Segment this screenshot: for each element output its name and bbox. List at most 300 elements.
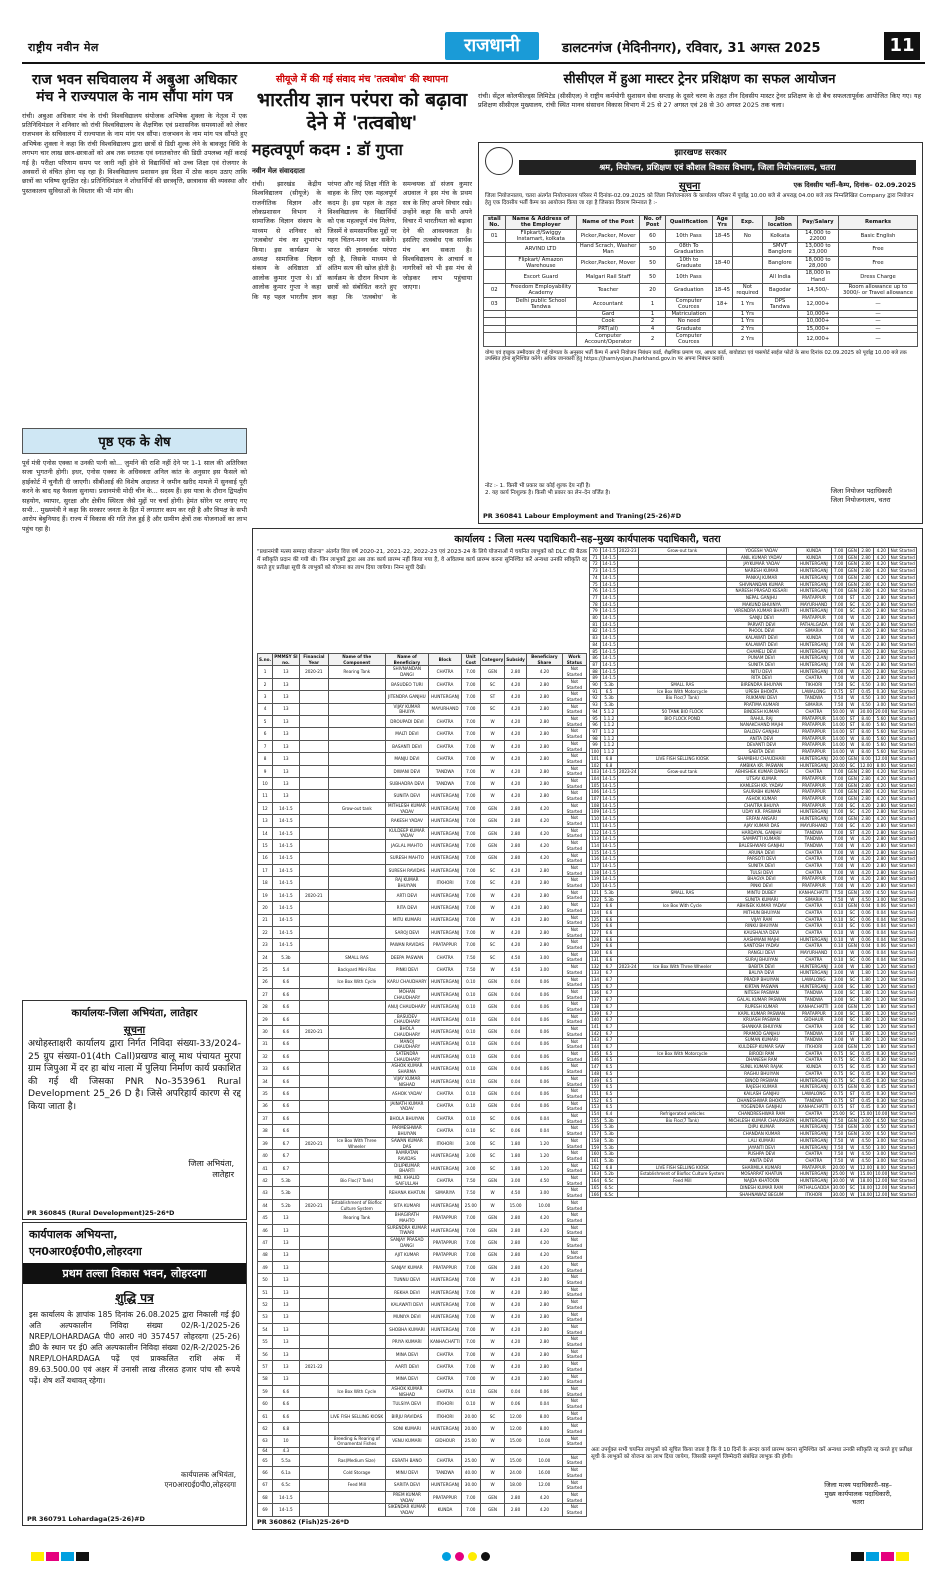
table-cell (638, 554, 726, 561)
table-cell: 4.20 (858, 655, 873, 662)
table-row (258, 889, 587, 901)
table-cell: 35 (258, 1088, 273, 1100)
table-cell: 13 (273, 753, 300, 765)
table-cell: 5.3b (601, 1137, 618, 1144)
table-row (590, 997, 917, 1004)
table-cell: SHIVNANDAN DANGI (385, 666, 429, 678)
table-cell: Not Started (890, 1111, 915, 1117)
table-cell (617, 1164, 638, 1171)
table-cell: 0.45 (858, 1097, 873, 1104)
table-cell: TULSIYA DEVI (385, 1398, 429, 1410)
table-cell: DPS Tandwa (763, 297, 798, 311)
table-cell: Ice Box With Cycle (638, 903, 726, 910)
table-cell: 14-1.5 (602, 856, 616, 862)
table-cell: HUNTERGANJ (429, 1150, 462, 1162)
table-cell (299, 1336, 328, 1348)
table-cell (299, 1286, 328, 1298)
table-cell (638, 1144, 726, 1151)
table-cell (617, 1064, 638, 1071)
table-cell: 4.20 (858, 675, 873, 682)
table-cell: 0.06 (858, 923, 873, 930)
table-cell: Flipkart/Swiggy Instamart, kolkata (505, 229, 576, 243)
table-cell: 7.00 (831, 856, 846, 863)
table-cell: 0.06 (858, 930, 873, 937)
table-cell: 1.1.2 (601, 715, 618, 722)
table-row (258, 1323, 587, 1335)
table-cell: GEN (480, 1063, 504, 1075)
table-cell: SARITA DEVI (385, 1479, 429, 1491)
table-cell: UPESH BHOKTA (727, 688, 797, 695)
table-cell (505, 333, 576, 347)
table-cell: 2.80 (874, 655, 889, 662)
table-cell: SURESH MAHTO (385, 852, 429, 864)
table-cell: HUNTERGANJ (797, 608, 832, 615)
table-cell: MAYURHAND (797, 950, 832, 957)
table-cell: 4.20 (874, 769, 889, 776)
table-cell: 2.80 (526, 753, 562, 765)
table-cell: CHATRA (429, 753, 462, 765)
table-cell: 14-1.5 (602, 641, 616, 647)
table-cell: 13 (273, 778, 300, 790)
table-row (258, 1199, 587, 1211)
table-cell: 5.3b (601, 1131, 618, 1138)
table-cell: W (846, 842, 858, 849)
table-cell: SC (846, 1070, 858, 1077)
table-cell: Gard (576, 311, 639, 318)
table-cell: W (480, 1423, 504, 1435)
table-cell: 4.20 (505, 740, 527, 752)
table-cell: 6.6 (601, 936, 618, 943)
table-cell: 1.80 (858, 977, 873, 984)
table-cell: MAKUND BHUINYA (727, 601, 797, 608)
table-cell: W (846, 1151, 858, 1158)
table-cell: 125 (591, 916, 600, 922)
table-cell: 14-1.5 (602, 809, 616, 815)
table-cell: 122 (591, 896, 600, 902)
table-cell (638, 775, 726, 782)
table-cell: 8.40 (858, 715, 873, 722)
table-cell: Not Started (890, 1003, 915, 1009)
table-cell: 5.4 (273, 964, 300, 976)
table-cell (299, 1323, 328, 1335)
table-cell (299, 1398, 328, 1410)
table-cell: 6.6 (601, 909, 618, 916)
table-cell: 3.00 (831, 970, 846, 977)
table-cell: GEN (847, 1084, 857, 1090)
table-cell: 14-1.5 (273, 889, 300, 901)
table-cell: SUNITA DEVI (727, 661, 797, 668)
table-cell: 0.75 (831, 1084, 846, 1091)
table-cell: BALIYA DEVI (727, 970, 797, 977)
table-cell: 0.10 (831, 950, 846, 957)
table-cell (328, 815, 385, 827)
table-cell: Not Started (890, 1017, 915, 1023)
table-cell (617, 594, 638, 601)
table-cell: 73 (590, 568, 601, 575)
notice-office: कार्यालय : जिला मत्स्य पदाधिकारी–सह–मुख्य कार्यपालक पदाधिकारी, चतरा (454, 534, 721, 545)
table-cell: 4.20 (505, 765, 527, 777)
table-cell: 128 (591, 936, 600, 942)
table-cell: TANDWA (797, 695, 832, 702)
table-cell: 0.04 (505, 1100, 527, 1112)
table-cell: 77 (590, 594, 601, 601)
table-cell: HUNTERGANJ (797, 1117, 832, 1124)
table-row (258, 1286, 587, 1298)
table-cell (638, 869, 726, 876)
table-cell: Picker,Packer, Mover (576, 229, 639, 243)
table-cell: 13 (273, 765, 300, 777)
table-cell: 7.00 (831, 816, 846, 823)
table-cell: 113 (591, 836, 600, 842)
table-cell: GEN (847, 588, 857, 594)
table-cell: BINOD PASWAN (727, 1077, 797, 1084)
table-cell: 21 (258, 914, 273, 926)
notice-latehar (22, 1000, 247, 1220)
table-cell: 0.06 (505, 1125, 527, 1137)
table-cell: 0.10 (461, 1100, 480, 1112)
table-cell: 1.20 (858, 1003, 873, 1010)
table-cell: PRATAPPUR (797, 1164, 832, 1171)
table-cell: 7.00 (461, 1336, 480, 1348)
table-cell: 0.06 (505, 1113, 527, 1125)
table-cell (712, 270, 732, 284)
table-cell: 10th Pass (665, 229, 712, 243)
table-cell: SMVT Banglore (763, 243, 798, 257)
table-cell: 2.80 (526, 926, 562, 938)
table-cell: 1.80 (858, 1017, 873, 1024)
table-cell: KALAWATI DEVI (727, 641, 797, 648)
table-cell (328, 790, 385, 802)
table-cell: HUNTERGANJ (429, 790, 462, 802)
table-cell: CHATRA (797, 916, 832, 923)
table-cell: SIMARIA (797, 896, 832, 903)
table-row (258, 988, 587, 1000)
reg-dot-black (481, 1552, 490, 1561)
table-cell (299, 1088, 328, 1100)
table-cell: 3.00 (874, 1157, 889, 1164)
table-cell: 2.80 (858, 775, 873, 782)
table-cell: CHATRA (797, 943, 832, 950)
table-cell: 0.10 (461, 1125, 480, 1137)
table-cell (328, 765, 385, 777)
table-cell: 0.04 (505, 1026, 527, 1038)
table-row (590, 1131, 917, 1138)
table-cell: 7.50 (831, 695, 846, 702)
table-cell: Not Started (890, 775, 915, 781)
table-row (258, 1237, 587, 1249)
table-cell: Not Started (890, 903, 915, 909)
table-cell: 20.00 (461, 1410, 480, 1422)
table-cell: SC (480, 1137, 504, 1149)
table-cell: W (480, 1373, 504, 1385)
table-row (258, 1261, 587, 1273)
table-cell: VIJAY KUMAR NISHAD (385, 1075, 429, 1087)
table-cell: 123 (591, 903, 600, 909)
table-cell (638, 802, 726, 809)
table-cell: 4.20 (858, 876, 873, 883)
table-cell: 13 (273, 1323, 300, 1335)
table-cell (617, 816, 638, 823)
table-row (590, 715, 917, 722)
table-cell (638, 621, 726, 628)
table-row (590, 836, 917, 843)
table-cell (763, 325, 798, 332)
table-cell: Not Started (562, 1361, 586, 1373)
table-cell: 68 (258, 1491, 273, 1503)
table-cell: 0.30 (874, 1057, 889, 1064)
table-cell: 58 (258, 1373, 273, 1385)
table-row (590, 655, 917, 662)
table-cell: ST (846, 722, 858, 729)
table-cell: W (480, 964, 504, 976)
table-cell: 7.00 (831, 655, 846, 662)
notice-pr: PR 360791 Lohardaga(25-26)#D (27, 1515, 145, 1523)
table-cell: Bagodar (763, 283, 798, 297)
table-cell: 45 (258, 1212, 273, 1224)
table-cell: SMALL RAS (328, 951, 385, 963)
table-cell: VENU KUMARI (385, 1435, 429, 1447)
table-cell: SMALL RAS (638, 889, 726, 896)
table-cell: 146 (591, 1057, 600, 1063)
table-cell: W (480, 716, 504, 728)
table-cell: 2.80 (505, 1212, 527, 1224)
table-cell (617, 782, 638, 789)
table-cell: Not Started (562, 988, 586, 1000)
table-cell: 7.50 (461, 1175, 480, 1187)
table-cell: W (480, 765, 504, 777)
table-cell: SURENDRA KUMAR TIWARI (387, 1224, 427, 1236)
table-cell: Computer Account/Operator (576, 333, 639, 347)
table-cell: HUNTERGANJ (429, 889, 462, 901)
table-cell: 4.50 (874, 1124, 889, 1131)
table-cell: 51 (258, 1286, 273, 1298)
table-cell: 2.80 (526, 889, 562, 901)
table-cell: TULSI DEVI (727, 869, 797, 876)
table-cell: 2.80 (874, 641, 889, 648)
table-cell: ARTI DEVI (385, 889, 429, 901)
table-cell: W (846, 742, 858, 749)
table-cell: 13 (273, 1361, 300, 1373)
table-cell: Not Started (890, 1050, 915, 1056)
table-cell: ST (846, 1090, 858, 1097)
table-cell: 13 (273, 1311, 300, 1323)
table-cell: Bio Floc(7 Tank) (638, 1117, 726, 1124)
table-cell: 5.3b (601, 896, 618, 903)
table-cell: PRATAPPUR (797, 789, 832, 796)
table-cell: Grow-out tank (638, 548, 726, 555)
table-cell (617, 903, 638, 910)
table-cell: ABHISHEK KUMAR DANGI (727, 769, 797, 776)
table-cell: HUNTERGANJ (429, 1224, 462, 1236)
notice-line3: प्रथम तल्ला विकास भवन, लोहरदगा (23, 1263, 246, 1284)
table-cell: PUSHPA DEVI (727, 1151, 797, 1158)
table-cell: 6.7 (601, 977, 618, 984)
table-cell: Not Started (890, 655, 915, 661)
table-cell: 6.7 (601, 970, 618, 977)
table-cell (505, 311, 576, 318)
table-cell: GEN (847, 789, 857, 795)
table-cell: 6.8 (601, 762, 618, 769)
table-row (258, 815, 587, 827)
table-cell: W (846, 702, 858, 709)
table-row (590, 1037, 917, 1044)
table-cell: 48 (258, 1249, 273, 1261)
table-cell: 0.06 (526, 1051, 562, 1063)
table-cell: MAYURHAND (429, 703, 462, 715)
table-cell (328, 703, 385, 715)
table-cell: 6.8 (601, 755, 618, 762)
table-cell: RAKESH YADAV (385, 815, 429, 827)
table-cell (617, 762, 638, 769)
table-cell: 2.80 (874, 849, 889, 856)
table-header-cell: Job location (763, 216, 798, 230)
table-cell: Not Started (890, 876, 915, 882)
table-cell: CHATRA (429, 728, 462, 740)
table-cell: Not Started (890, 822, 915, 828)
table-cell: 0.75 (831, 1050, 846, 1057)
table-cell: 34 (258, 1075, 273, 1087)
table-cell: 30.00 (860, 708, 873, 714)
table-cell: 7.00 (461, 840, 480, 852)
table-cell: 14-1.5 (602, 554, 616, 560)
table-cell: HUNTERGANJ (429, 852, 462, 864)
table-cell: 14-1.5 (602, 829, 616, 835)
table-cell: 0.45 (858, 1070, 873, 1077)
table-row (590, 889, 917, 896)
table-row (258, 1125, 587, 1137)
table-cell: 2 Yrs (732, 325, 762, 332)
table-cell: 6.6 (273, 1001, 300, 1013)
table-cell: 30.00 (832, 1184, 845, 1190)
table-cell: Not Started (890, 1171, 915, 1177)
table-cell (617, 796, 638, 803)
table-cell: W (480, 790, 504, 802)
table-cell (299, 1175, 328, 1187)
table-cell: 18-40 (712, 256, 732, 270)
table-cell: 2.80 (526, 864, 562, 876)
table-row (590, 789, 917, 796)
table-header-cell: No. of Post (640, 216, 666, 230)
table-cell: W (846, 695, 858, 702)
table-cell: 7.00 (461, 691, 480, 703)
table-cell (638, 863, 726, 870)
table-cell: 44 (258, 1199, 273, 1211)
table-cell: RUKMANI DEVI (727, 695, 797, 702)
table-cell: 7.00 (831, 842, 846, 849)
table-cell: 7.00 (461, 815, 480, 827)
table-row (258, 1361, 587, 1373)
table-cell: ITKHORI (429, 1398, 462, 1410)
table-cell: 0.45 (858, 1064, 873, 1071)
table-cell: W (846, 749, 858, 756)
table-cell (617, 842, 638, 849)
table-cell: W (846, 1164, 858, 1171)
table-cell: 154 (591, 1111, 600, 1117)
table-cell: HUNTERGANJ (797, 1178, 832, 1185)
table-cell: W (846, 1157, 858, 1164)
table-cell: 0.10 (831, 930, 846, 937)
table-cell: 4.20 (526, 852, 562, 864)
table-cell (328, 728, 385, 740)
fish-table-right-wrap (589, 547, 917, 1443)
table-cell: HUNTERGANJ (797, 1131, 832, 1138)
table-cell: 2.80 (858, 581, 873, 588)
table-cell: 2.80 (874, 856, 889, 863)
table-cell: 79 (590, 608, 601, 615)
table-cell: 6.7 (273, 1137, 300, 1149)
table-cell: 5.3b (601, 889, 618, 896)
table-cell: Not Started (562, 740, 586, 752)
table-cell: 03 (484, 297, 506, 311)
table-cell: ST (846, 728, 858, 735)
table-cell: Accountant (576, 297, 639, 311)
table-cell (617, 889, 638, 896)
table-cell: KANHACHATTI (429, 1336, 462, 1348)
table-cell (638, 1037, 726, 1044)
table-cell: Not Started (562, 852, 586, 864)
table-row (258, 1026, 587, 1038)
table-cell: 2.80 (874, 842, 889, 849)
section-box-title: पृष्ठ एक के शेष (22, 428, 247, 454)
notice-body: अधोहस्ताक्षरी कार्यालय द्वारा निर्गत निविदा संख्या-33/2024-25 ग्रुप संख्या-01(4th Call)प्रखण्ड बालू माथ पंचायत मुरपा ग्राम जिपुआ में दर हा बांध नाला में पुलिया निर्माण कार्य प्रकाशित की गई थी जिसका PNR No-353961 Rural Development 25_26 D है। जिसे अपरिहार्य कारण से रद्द किया जाता है। (28, 1038, 241, 1112)
table-cell: Not Started (562, 1137, 586, 1149)
table-cell (617, 708, 638, 715)
table-cell: 83 (590, 635, 601, 642)
table-cell (638, 1003, 726, 1010)
table-cell: 4.50 (505, 964, 527, 976)
table-cell: 15 (258, 840, 273, 852)
table-cell: HUNTERGANJ (429, 1479, 462, 1491)
table-cell: 1.1.2 (601, 728, 618, 735)
table-cell (328, 1274, 385, 1286)
table-cell: SONI KUMARI (385, 1423, 429, 1435)
table-cell: KALAWATI DEVI (727, 635, 797, 642)
table-cell: HUNTERGANJ (429, 1286, 462, 1298)
table-cell: Not Started (890, 1137, 915, 1143)
table-cell: TANDWA (429, 765, 462, 777)
table-cell: DIPU KUMAR (727, 1124, 797, 1131)
notice-signature: जिला मत्स्य पदाधिकारी–सह– मुख्य कार्यपालक पदाधिकारी, चतरा (824, 1481, 892, 1506)
table-cell: BIO FLOCK POND (638, 715, 726, 722)
table-cell (299, 1100, 328, 1112)
table-cell: BINDESH KUMAR (727, 708, 797, 715)
table-cell: W (480, 902, 504, 914)
table-cell: 16.00 (526, 1467, 562, 1479)
table-row (590, 608, 917, 615)
table-cell: CHAMELI DEVI (727, 648, 797, 655)
table-cell: AASHMANI MAJHI (727, 936, 797, 943)
table-cell: SC (480, 703, 504, 715)
table-cell (617, 997, 638, 1004)
table-cell: SC (846, 1111, 858, 1118)
table-cell (638, 1124, 726, 1131)
table-cell: MD. KHALID SAIFULLAH (385, 1175, 429, 1187)
table-cell: GEN (847, 568, 857, 574)
table-cell: W (846, 648, 858, 655)
table-cell: PARSOTI DEVI (727, 856, 797, 863)
table-cell (617, 849, 638, 856)
table-cell (638, 782, 726, 789)
table-row (258, 827, 587, 839)
table-cell (328, 1187, 385, 1199)
table-cell (617, 554, 638, 561)
table-row (258, 790, 587, 802)
table-row (258, 1113, 587, 1125)
table-cell: RANGLI DEVI (727, 950, 797, 957)
table-cell (617, 943, 638, 950)
table-cell: AJAY KUMAR DAS (727, 822, 797, 829)
table-cell: Not Started (562, 790, 586, 802)
